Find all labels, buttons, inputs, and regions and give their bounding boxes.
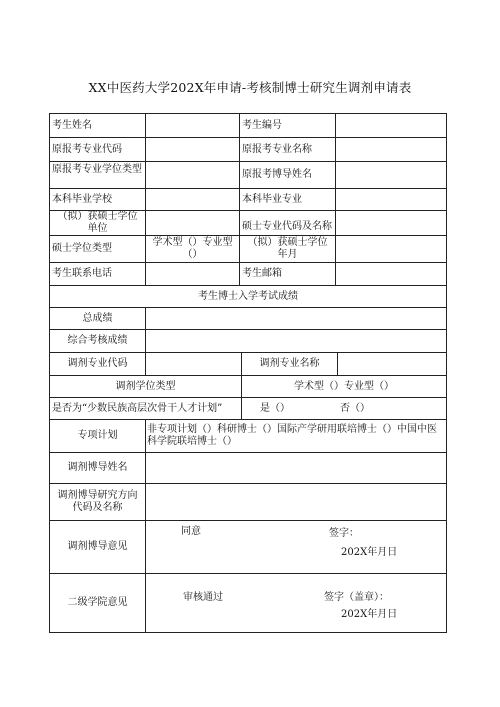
master-major-field[interactable] [335, 210, 447, 236]
adj-degree-options[interactable]: 学术型（）专业型（） [241, 375, 447, 398]
label-orig-supervisor: 原报考博导姓名 [239, 161, 336, 189]
label-orig-major-name: 原报考专业名称 [239, 137, 336, 162]
label-adj-research-dir: 调剂博导研究方向代码及名称 [49, 483, 146, 521]
label-master-degree-type: 硕士学位类型 [49, 235, 146, 263]
label-adj-supervisor: 调剂博导姓名 [49, 452, 146, 484]
application-form-table [50, 114, 448, 634]
total-score-field[interactable] [145, 307, 447, 330]
phone-field[interactable] [145, 262, 240, 286]
bachelor-major-field[interactable] [335, 188, 447, 211]
name-field[interactable] [145, 113, 240, 138]
adj-supervisor-field[interactable] [145, 452, 447, 484]
label-master-degree-date: （拟）获硕士学位年月 [239, 235, 336, 263]
combined-score-field[interactable] [145, 329, 447, 353]
orig-major-code-field[interactable] [145, 137, 240, 162]
label-adj-major-name: 调剂专业名称 [241, 352, 338, 376]
email-field[interactable] [335, 262, 447, 286]
scores-section-header: 考生博士入学考试成绩 [49, 285, 447, 308]
label-combined-score: 综合考核成绩 [49, 329, 146, 353]
orig-supervisor-field[interactable] [335, 161, 447, 189]
orig-major-name-field[interactable] [335, 137, 447, 162]
label-email: 考生邮箱 [239, 262, 336, 286]
minority-plan-options[interactable] [241, 397, 447, 420]
adj-research-dir-field[interactable] [145, 483, 447, 521]
supervisor-opinion-box[interactable] [145, 520, 447, 574]
orig-degree-type-field[interactable] [145, 161, 240, 189]
label-college-opinion: 二级学院意见 [49, 573, 146, 633]
master-degree-options[interactable]: 学术型（）专业型（） [145, 235, 240, 263]
form-title: XX中医药大学202X年申请-考核制博士研究生调剂申请表 [88, 80, 412, 95]
label-orig-degree-type: 原报考专业学位类型 [49, 161, 146, 189]
bachelor-school-field[interactable] [145, 188, 240, 211]
label-adj-degree-type: 调剂学位类型 [49, 375, 242, 398]
college-date: 202X年月日 [341, 609, 398, 620]
supervisor-agree-text: 同意 [181, 526, 201, 537]
supervisor-sign-label: 签字： [329, 528, 359, 539]
master-unit-field[interactable] [145, 210, 240, 236]
label-master-major: 硕士专业代码及名称 [239, 210, 336, 236]
label-bachelor-school: 本科毕业学校 [49, 188, 146, 211]
label-orig-major-code: 原报考专业代码 [49, 137, 146, 162]
label-special-program: 专项计划 [49, 419, 146, 453]
label-adj-major-code: 调剂专业代码 [49, 352, 146, 376]
label-minority-plan: 是否为“少数民族高层次骨干人才计划” [49, 397, 242, 420]
label-supervisor-opinion: 调剂博导意见 [49, 520, 146, 574]
college-opinion-box[interactable] [145, 573, 447, 633]
minority-no-option[interactable]: 否（） [340, 403, 370, 414]
college-sign-label: 签字（盖章）： [324, 592, 389, 603]
master-degree-date-field[interactable] [335, 235, 447, 263]
special-program-options[interactable]: 非专项计划（）科研博士（）国际产学研用联培博士（）中国中医科学院联培博士（） [145, 419, 447, 453]
label-phone: 考生联系电话 [49, 262, 146, 286]
label-name: 考生姓名 [49, 113, 146, 138]
label-total-score: 总成绩 [49, 307, 146, 330]
exam-no-field[interactable] [335, 113, 447, 138]
label-exam-no: 考生编号 [239, 113, 336, 138]
adj-major-name-field[interactable] [337, 352, 447, 376]
label-bachelor-major: 本科毕业专业 [239, 188, 336, 211]
adj-major-code-field[interactable] [145, 352, 242, 376]
label-master-unit: （拟）获硕士学位单位 [49, 210, 146, 236]
college-approve-text: 审核通过 [183, 592, 223, 603]
supervisor-date: 202X年月日 [341, 547, 398, 558]
minority-yes-option[interactable]: 是（） [260, 403, 290, 414]
